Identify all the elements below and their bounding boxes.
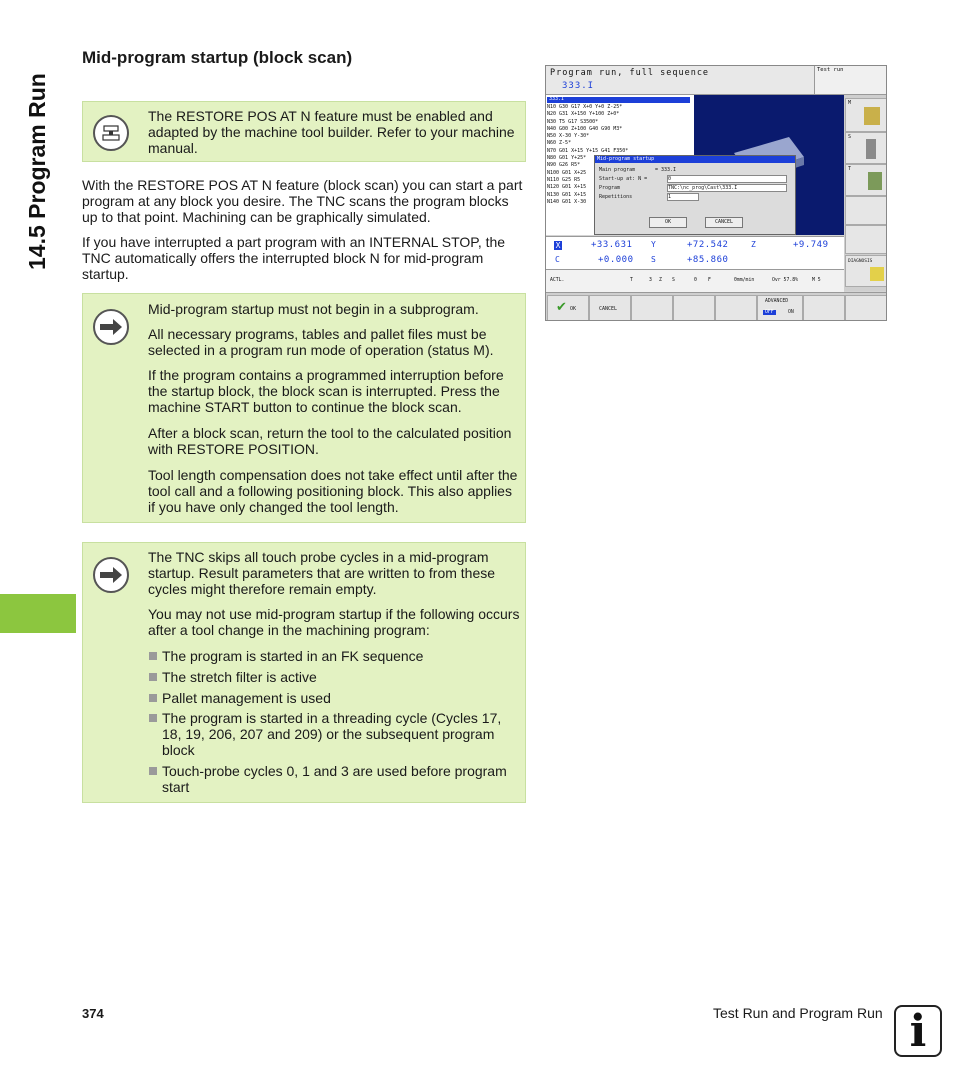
bullet-item: Touch-probe cycles 0, 1 and 3 are used before program start (148, 763, 520, 795)
info-icon-glyph: i (909, 1006, 927, 1057)
dialog-label-startup: Start-up at: N = (599, 176, 648, 182)
restrictions-note-box (82, 542, 526, 803)
program-line: N140 G01 X-30 (547, 198, 587, 205)
program-line: N30 T5 G17 S3500* (547, 118, 599, 125)
status-f-unit: 0mm/min (734, 278, 755, 283)
status-t-value: 3 (649, 278, 652, 283)
softkey-advanced[interactable] (757, 295, 803, 321)
axis-y-label: Y (651, 240, 656, 249)
tool-icon (866, 139, 876, 159)
program-highlight-text: 333.I (549, 96, 565, 102)
page-number: 374 (82, 1006, 104, 1021)
program-line: N100 G01 X+25 (547, 169, 587, 176)
side-key-t-label: T (848, 166, 852, 172)
bullet-item: The stretch filter is active (148, 669, 520, 685)
dialog-title-bar (595, 156, 795, 163)
program-line: N70 G01 X+15 Y+15 G41 F350* (547, 147, 629, 154)
screen-mode-title: Program run, full sequence (550, 68, 710, 78)
side-key-blank-1[interactable] (845, 196, 887, 225)
spindle-icon (864, 107, 880, 125)
dialog-label-repetitions: Repetitions (599, 194, 633, 200)
status-m: M 5 (812, 278, 821, 283)
side-key-diagnosis[interactable] (845, 255, 887, 287)
chapter-side-title-text: 14.5 Program Run (24, 73, 50, 270)
status-override: Ovr 57.8% (772, 278, 798, 283)
program-line: N20 G31 X+150 Y+100 Z+0* (547, 111, 620, 118)
program-line: N130 G01 X+15 (547, 191, 587, 198)
rules-note-p5: Tool length compensation does not take effect until after the tool call and a following positioning block. This also applies if you have only changed the tool length. (148, 467, 518, 516)
side-key-blank-2[interactable] (845, 225, 887, 254)
machine-note-box (82, 101, 526, 162)
spindle-s-value: +85.860 (687, 255, 729, 265)
softkey-ok-label: OK (570, 306, 577, 312)
status-f-label: F (708, 278, 711, 283)
arrow-right-icon (93, 557, 129, 593)
rules-note-p4: After a block scan, return the tool to the calculated position with RESTORE POSITION. (148, 425, 512, 458)
status-s-label: S (672, 278, 675, 283)
bullet-item: The program is started in a threading cycle (Cycles 17, 18, 19, 206, 207 and 209) or the subsequent program block (148, 710, 520, 759)
footer-chapter-title: Test Run and Program Run (713, 1005, 883, 1021)
tool-change-icon (868, 172, 882, 190)
spindle-s-label: S (651, 255, 656, 264)
corner-mode-label: Test run (817, 67, 844, 73)
dialog-ok-button[interactable]: OK (649, 217, 687, 228)
position-display (546, 236, 844, 269)
softkey-blank-2[interactable] (673, 295, 715, 321)
startup-block-input[interactable]: 0 (667, 175, 787, 183)
side-softkey-column (844, 95, 887, 291)
softkey-bar (546, 292, 887, 321)
softkey-advanced-label: ADVANCED (765, 299, 789, 304)
program-line: N60 Z-5* (547, 140, 572, 147)
dialog-cancel-button[interactable]: CANCEL (705, 217, 743, 228)
softkey-blank-5[interactable] (845, 295, 887, 321)
chapter-side-title (14, 30, 64, 290)
arrow-right-icon (93, 309, 129, 345)
machine-note-text: The RESTORE POS AT N feature must be enabled and adapted by the machine tool builder. Refer to your machine manual. (148, 108, 515, 157)
axis-y-value: +72.542 (687, 240, 729, 250)
side-key-t[interactable] (845, 164, 887, 196)
dialog-value-main: = 333.I (655, 167, 677, 173)
program-line: N110 G25 R5 (547, 176, 581, 183)
interrupt-paragraph: If you have interrupted a part program with an INTERNAL STOP, the TNC automatically offers the interrupted block N for mid-program startup. (82, 234, 506, 282)
softkey-cancel-label: CANCEL (599, 306, 618, 312)
dialog-label-main: Main program (599, 167, 636, 173)
screen-corner-mode (814, 66, 887, 95)
program-highlight-row (547, 97, 690, 103)
program-line: N120 G01 X+15 (547, 184, 587, 191)
screen-header (546, 66, 814, 95)
axis-c-label: C (555, 255, 560, 264)
program-line: N90 G26 R5* (547, 162, 581, 169)
rules-note-p1: Mid-program startup must not begin in a subprogram. (148, 301, 479, 317)
status-line (546, 269, 844, 292)
screen-program-name: 333.I (562, 81, 595, 91)
section-heading: Mid-program startup (block scan) (82, 48, 353, 67)
status-s-value: 0 (694, 278, 697, 283)
dialog-title: Mid-program startup (597, 156, 655, 162)
rules-note-box (82, 293, 526, 523)
repetitions-input[interactable]: 1 (667, 193, 699, 201)
program-path-input[interactable]: TNC:\nc_prog\Cast\333.I (667, 184, 787, 192)
restrictions-note-p2: You may not use mid-program startup if the following occurs after a tool change in the machining program: (148, 606, 520, 639)
restrictions-note-p1: The TNC skips all touch probe cycles in a mid-program startup. Result parameters that are written to from these cycles might therefore remain empty. (148, 549, 496, 598)
side-key-m[interactable] (845, 98, 887, 132)
status-z: Z (659, 278, 662, 283)
status-t-label: T (630, 278, 633, 283)
diagnosis-label: DIAGNOSIS (848, 259, 873, 264)
rules-note-p3: If the program contains a programmed interruption before the startup block, the block scan is interrupted. Press the machine START button to continue the block scan. (148, 367, 504, 416)
program-line: N10 G30 G17 X+0 Y+0 Z-25* (547, 104, 623, 110)
machine-manual-icon (93, 115, 129, 151)
program-line: N50 X-30 Y-30* (547, 133, 590, 140)
check-icon: ✔ (556, 300, 567, 315)
chapter-tab-marker (0, 594, 76, 633)
axis-x-value: +33.631 (591, 240, 633, 250)
program-line: N40 G00 Z+100 G40 G90 M3* (547, 125, 623, 132)
bullet-item: The program is started in an FK sequence (148, 648, 520, 664)
intro-paragraph: With the RESTORE POS AT N feature (block scan) you can start a part program at any block you desire. The TNC scans the program blocks up to that point. Machining can be graphically simulated. (82, 177, 523, 225)
rules-note-p2: All necessary programs, tables and pallet files must be selected in a program run mode of operation (status M). (148, 326, 494, 359)
status-actl: ACTL. (550, 278, 565, 283)
info-icon (894, 1005, 942, 1057)
axis-c-value: +0.000 (598, 255, 634, 265)
dialog-label-program: Program (599, 185, 621, 191)
program-line: N80 G01 Y+25* (547, 155, 587, 162)
side-key-m-label: M (848, 100, 852, 106)
softkey-ok[interactable] (547, 295, 589, 321)
side-key-s[interactable] (845, 132, 887, 164)
toggle-on: ON (788, 310, 794, 315)
softkey-blank-4[interactable] (803, 295, 845, 321)
bullet-item: Pallet management is used (148, 690, 520, 706)
softkey-cancel[interactable] (589, 295, 631, 321)
toggle-off: OFF (765, 310, 774, 315)
softkey-blank-3[interactable] (715, 295, 757, 321)
axis-x-label: X (555, 241, 561, 250)
tnc-screenshot (545, 65, 887, 321)
side-key-s-label: S (848, 134, 852, 140)
axis-z-label: Z (751, 240, 756, 249)
mid-program-startup-dialog (594, 155, 796, 235)
diagnosis-icon (870, 267, 884, 281)
softkey-blank-1[interactable] (631, 295, 673, 321)
axis-z-value: +9.749 (793, 240, 829, 250)
